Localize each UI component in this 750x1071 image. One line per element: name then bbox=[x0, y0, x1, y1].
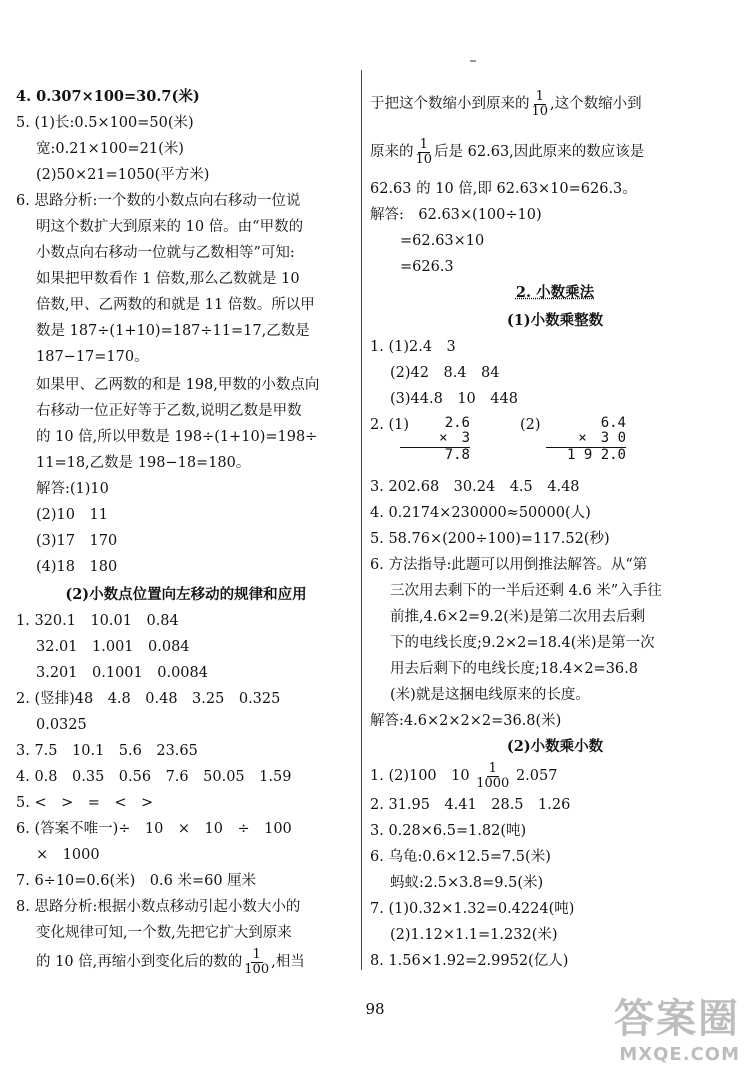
answer-line: 宽:0.21×100=21(米) bbox=[36, 141, 184, 157]
answer-line: 如果把甲数看作 1 倍数,那么乙数就是 10 bbox=[36, 271, 300, 287]
numerator: 1 bbox=[535, 89, 544, 104]
answer-line: 32.01 1.001 0.084 bbox=[36, 639, 190, 655]
chapter-title: 2. 小数乘法 bbox=[515, 284, 595, 301]
answer-line: 8. 思路分析:根据小数点移动引起小数大小的 bbox=[16, 899, 301, 915]
text-run: ,这个数缩小到 bbox=[550, 96, 642, 113]
column-divider bbox=[361, 70, 362, 970]
numerator: 1 bbox=[252, 947, 261, 962]
answer-line: 右移动一位正好等于乙数,说明乙数是甲数 bbox=[36, 403, 302, 419]
answer-line: 2. 31.95 4.41 28.5 1.26 bbox=[370, 797, 571, 813]
answer-line: 小数点向右移动一位就与乙数相等”可知: bbox=[36, 245, 295, 261]
denominator: 100 bbox=[244, 961, 270, 977]
answer-line: 用去后剩下的电线长度;18.4×2=36.8 bbox=[390, 661, 638, 677]
answer-line: 6. 乌龟:0.6×12.5=7.5(米) bbox=[370, 849, 551, 865]
answer-line: (3)17 170 bbox=[36, 533, 118, 549]
multiplier: × 3 0 bbox=[578, 430, 626, 447]
answer-line: × 1000 bbox=[36, 847, 100, 863]
answer-line: 解答: 62.63×(100÷10) bbox=[370, 207, 542, 223]
answer-line: 6. 方法指导:此题可以用倒推法解答。从“第 bbox=[370, 557, 648, 573]
fraction bbox=[476, 762, 509, 790]
answer-line: 7. (1)0.32×1.32=0.4224(吨) bbox=[370, 901, 575, 917]
answer-line: 5. < > = < > bbox=[16, 795, 154, 811]
answer-line: 解答:(1)10 bbox=[36, 481, 109, 497]
answer-line: 187−17=170。 bbox=[36, 349, 149, 365]
answer-line: 6. (答案不唯一)÷ 10 × 10 ÷ 100 bbox=[16, 821, 292, 837]
answer-line: (3)44.8 10 448 bbox=[390, 391, 518, 407]
text-run: 的 10 倍,再缩小到变化后的数的 bbox=[36, 954, 243, 971]
answer-line: (2)50×21=1050(平方米) bbox=[36, 167, 210, 183]
answer-line: 数是 187÷(1+10)=187÷11=17,乙数是 bbox=[36, 323, 310, 339]
watermark-text: 答案圈 bbox=[614, 996, 740, 1042]
answer-line: 变化规律可知,一个数,先把它扩大到原来 bbox=[36, 925, 292, 941]
answer-line: 如果甲、乙两数的和是 198,甲数的小数点向 bbox=[36, 377, 320, 393]
fraction bbox=[532, 90, 549, 118]
answer-line: (2)1.12×1.1=1.232(米) bbox=[390, 927, 558, 943]
answer-line: 2. (竖排)48 4.8 0.48 3.25 0.325 bbox=[16, 691, 281, 707]
answer-line: 4. 0.2174×230000≈50000(人) bbox=[370, 505, 591, 521]
vertical-multiplication-2 bbox=[546, 416, 626, 463]
answer-line-with-fraction bbox=[370, 762, 557, 790]
product: 1 9 2.0 bbox=[546, 447, 626, 463]
answer-line: (2)10 11 bbox=[36, 507, 108, 523]
answer-line: 3.201 0.1001 0.0084 bbox=[36, 665, 208, 681]
answer-line: 1. 320.1 10.01 0.84 bbox=[16, 613, 179, 629]
answer-line: 三次用去剩下的一半后还剩 4.6 米”入手往 bbox=[390, 583, 662, 599]
answer-line: 1. (1)2.4 3 bbox=[370, 339, 456, 355]
answer-line: =62.63×10 bbox=[400, 233, 485, 249]
numerator: 1 bbox=[419, 137, 428, 152]
answer-line: 62.63 的 10 倍,即 62.63×10=626.3。 bbox=[370, 181, 637, 197]
text-run: 2.057 bbox=[515, 768, 558, 785]
answer-line: 倍数,甲、乙两数的和就是 11 倍数。所以甲 bbox=[36, 297, 315, 313]
text-run: ,相当 bbox=[271, 954, 305, 971]
denominator: 10 bbox=[531, 103, 549, 119]
product: 7.8 bbox=[400, 447, 470, 463]
answer-line: (4)18 180 bbox=[36, 559, 118, 575]
text-run: 原来的 bbox=[370, 144, 414, 161]
answer-line: 4. 0.8 0.35 0.56 7.6 50.05 1.59 bbox=[16, 769, 292, 785]
text-run: 于把这个数缩小到原来的 bbox=[370, 96, 530, 113]
answer-line: 明这个数扩大到原来的 10 倍。由“甲数的 bbox=[36, 219, 304, 235]
answer-line: (米)就是这捆电线原来的长度。 bbox=[390, 687, 590, 703]
answer-line: 3. 202.68 30.24 4.5 4.48 bbox=[370, 479, 580, 495]
section-heading: (1)小数乘整数 bbox=[506, 312, 604, 329]
page-number: 98 bbox=[365, 1000, 385, 1018]
numerator: 1 bbox=[488, 761, 497, 776]
answer-line: 解答:4.6×2×2×2=36.8(米) bbox=[370, 713, 562, 729]
vertical-multiplication-1 bbox=[400, 416, 470, 463]
chapter-heading bbox=[370, 286, 740, 301]
multiplier: × 3 bbox=[439, 430, 470, 447]
answer-line: =626.3 bbox=[400, 259, 454, 275]
watermark-url: MXQE.COM bbox=[619, 1044, 740, 1065]
answer-line: 3. 7.5 10.1 5.6 23.65 bbox=[16, 743, 198, 759]
multiplicand: 2.6 bbox=[444, 415, 470, 431]
fraction bbox=[244, 948, 269, 976]
answer-line: (2) bbox=[520, 417, 541, 433]
answer-line-with-fraction bbox=[370, 138, 644, 166]
section-heading: (2)小数点位置向左移动的规律和应用 bbox=[65, 586, 307, 603]
answer-line: 11=18,乙数是 198−18=180。 bbox=[36, 455, 251, 471]
answer-line: 蚂蚁:2.5×3.8=9.5(米) bbox=[390, 875, 544, 891]
answer-line: 0.0325 bbox=[36, 717, 87, 733]
section-heading: (2)小数乘小数 bbox=[506, 738, 604, 755]
answer-line: 5. 58.76×(200÷100)=117.52(秒) bbox=[370, 531, 610, 547]
answer-line: 7. 6÷10=0.6(米) 0.6 米=60 厘米 bbox=[16, 873, 257, 889]
answer-line: 下的电线长度;9.2×2=18.4(米)是第一次 bbox=[390, 635, 655, 651]
answer-line: 5. (1)长:0.5×100=50(米) bbox=[16, 115, 194, 131]
denominator: 1000 bbox=[476, 775, 510, 791]
answer-line-with-fraction bbox=[370, 90, 642, 118]
answer-line: 2. (1) bbox=[370, 417, 409, 433]
answer-line: 8. 1.56×1.92=2.9952(亿人) bbox=[370, 953, 569, 969]
text-run: 后是 62.63,因此原来的数应该是 bbox=[434, 144, 645, 161]
answer-line: 6. 思路分析:一个数的小数点向右移动一位说 bbox=[16, 193, 301, 209]
text-run: 1. (2)100 10 bbox=[370, 768, 470, 785]
scan-mark bbox=[470, 60, 476, 62]
answer-line: (2)42 8.4 84 bbox=[390, 365, 500, 381]
answer-line: 的 10 倍,所以甲数是 198÷(1+10)=198÷ bbox=[36, 429, 318, 445]
watermark-logo bbox=[614, 987, 740, 1065]
answer-line: 前推,4.6×2=9.2(米)是第二次用去后剩 bbox=[390, 609, 646, 625]
answer-line: 4. 0.307×100=30.7(米) bbox=[16, 88, 200, 105]
multiplicand: 6.4 bbox=[600, 415, 626, 431]
answer-line-with-fraction bbox=[36, 948, 305, 976]
denominator: 10 bbox=[415, 151, 433, 167]
answer-line: 3. 0.28×6.5=1.82(吨) bbox=[370, 823, 527, 839]
fraction bbox=[416, 138, 433, 166]
